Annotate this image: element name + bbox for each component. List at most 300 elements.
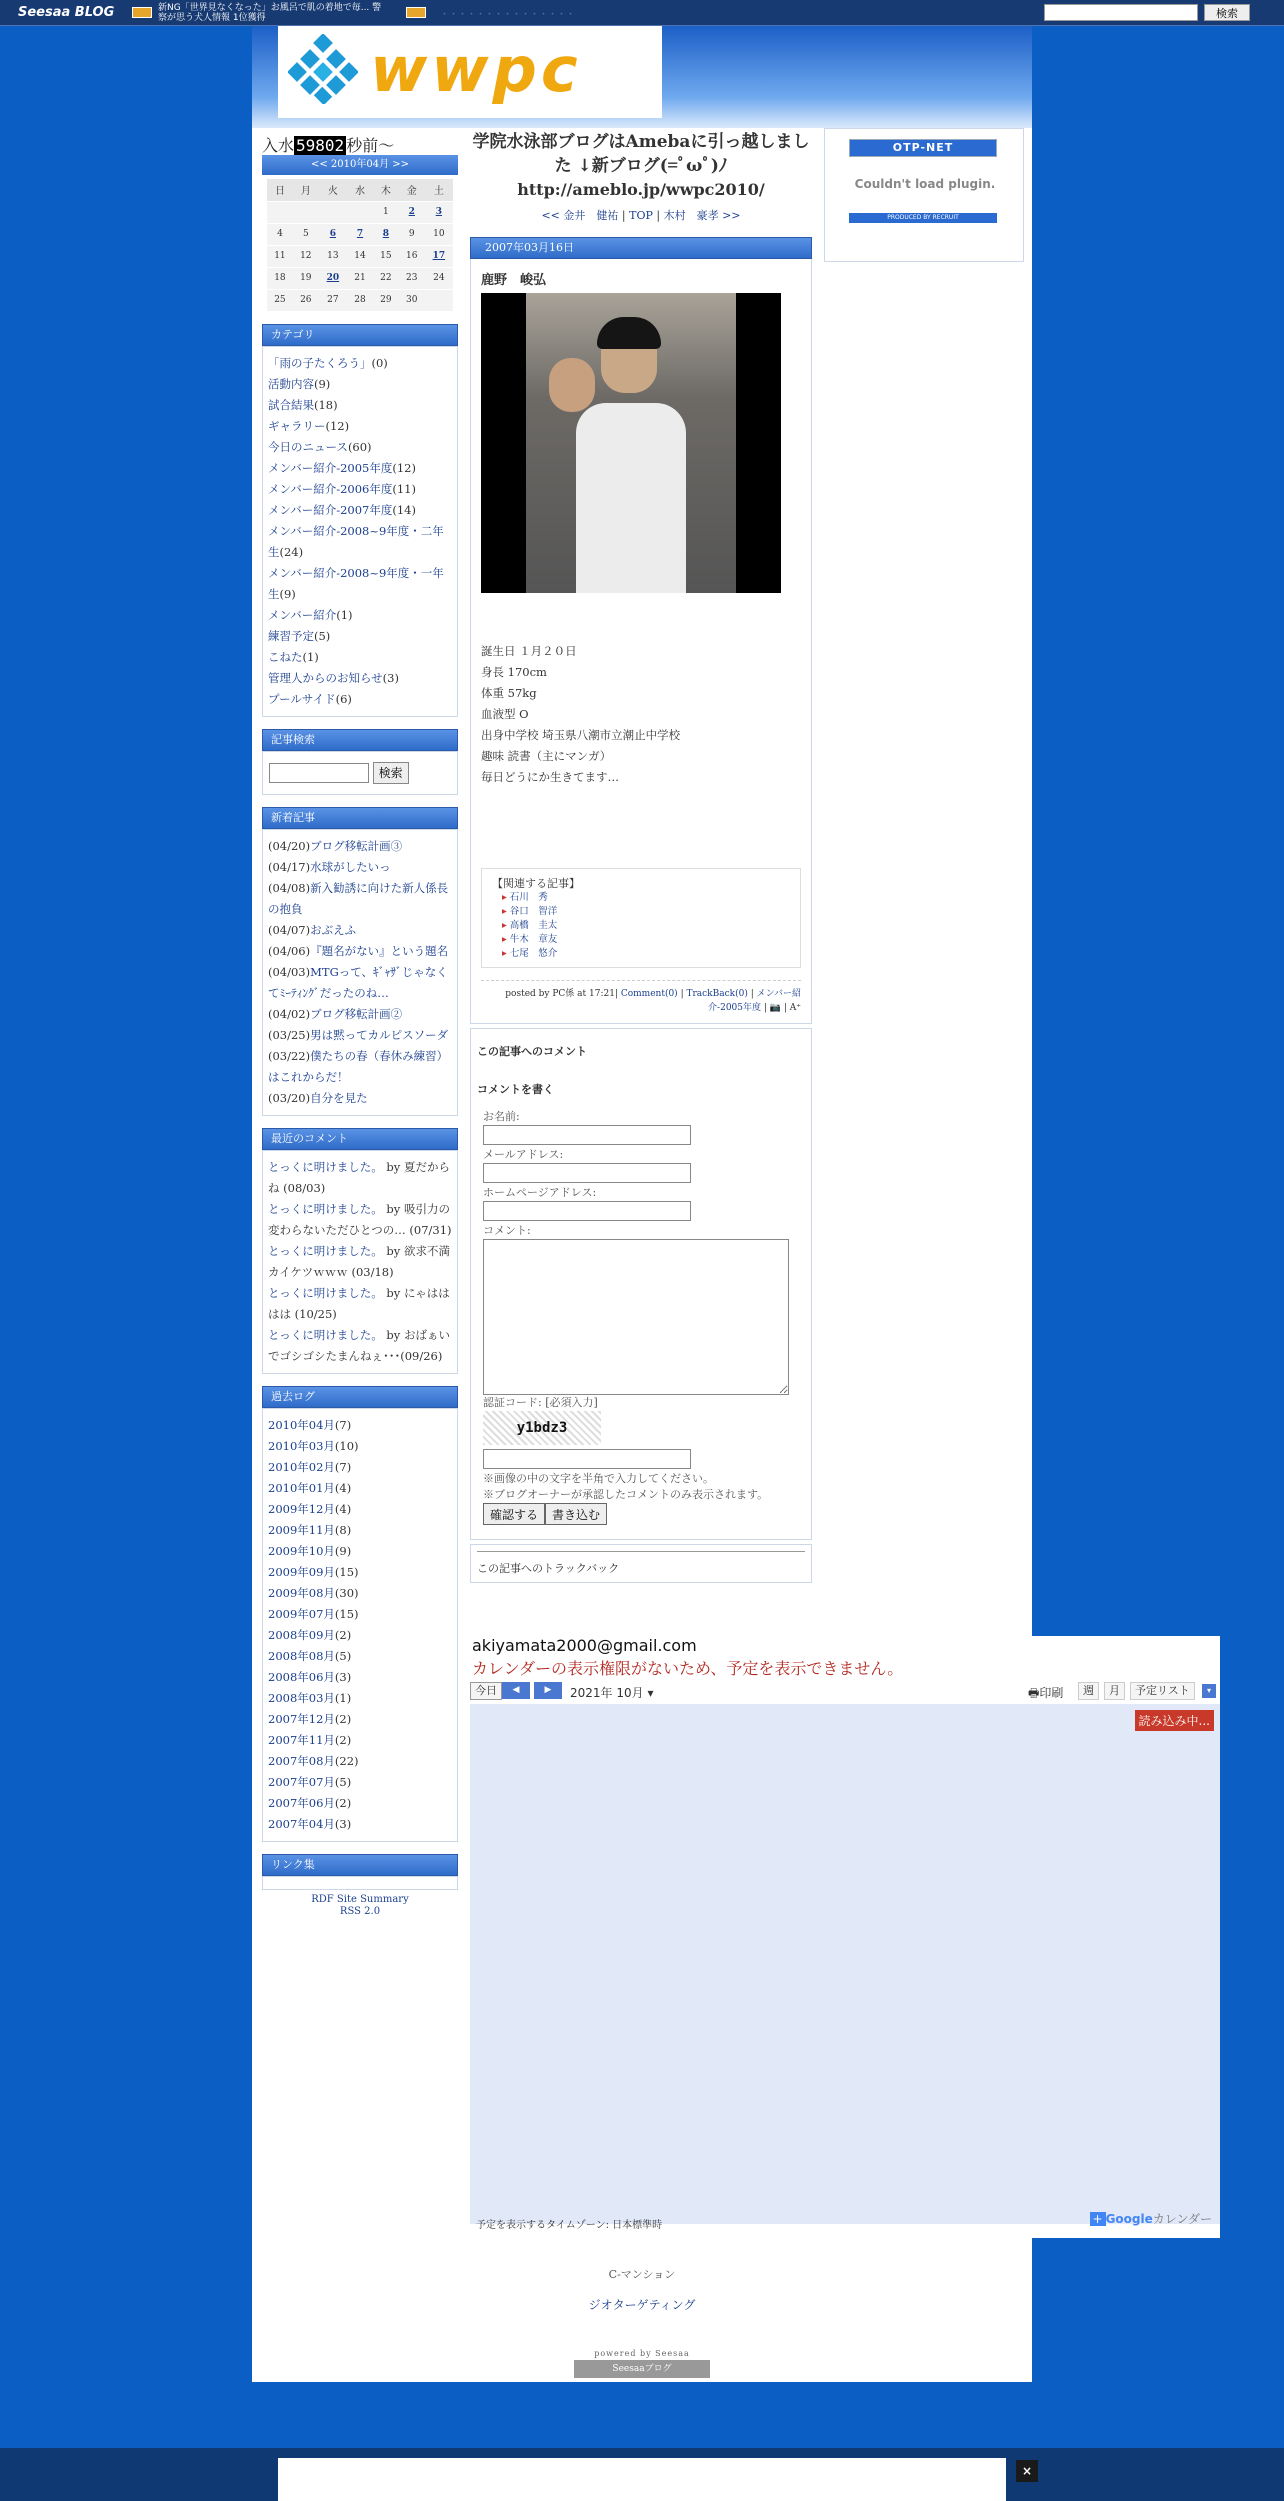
recent-post-date: (03/25) [268, 1027, 311, 1042]
prev-month-icon[interactable]: ◀ [502, 1682, 530, 1699]
recent-comment-author: by にゃはははは (10/25) [268, 1285, 450, 1321]
calendar-day: 25 [267, 289, 293, 311]
category-count: (1) [336, 607, 353, 622]
calendar-day: 11 [267, 245, 293, 267]
calendar-day: 18 [267, 267, 293, 289]
related-link[interactable]: 石川 秀 [509, 892, 548, 903]
recent-post-date: (04/06) [268, 943, 311, 958]
seesaa-toolbar [0, 0, 1284, 26]
recent-post-link[interactable]: 僕たちの春（春休み練習）はこれからだ！ [268, 1048, 449, 1084]
archive-link[interactable]: 2010年04月 [268, 1417, 335, 1432]
category-item [268, 500, 452, 521]
archive-count: (7) [334, 1459, 352, 1474]
calendar-day [319, 201, 347, 223]
posted-by: posted by PC係 at 17:21| [505, 989, 621, 999]
calendar-day [347, 201, 373, 223]
recent-post-link[interactable]: おぶえふ [310, 922, 357, 937]
category-count: (24) [279, 544, 304, 559]
category-count: (12) [392, 460, 416, 475]
category-link[interactable]: メンバー紹介-2008~9年度・二年生 [268, 523, 444, 559]
archive-link[interactable]: 2008年09月 [268, 1627, 335, 1642]
recent-comment-author: by 欲求不満カイケツｗｗｗ (03/18) [268, 1243, 450, 1279]
category-link[interactable]: メンバー紹介 [268, 607, 337, 622]
recent-post-item [268, 1088, 452, 1109]
profile-line: 出身中学校 埼玉県八潮市立潮止中学校 [481, 728, 681, 742]
archive-count: (30) [334, 1585, 359, 1600]
archive-count: (15) [334, 1564, 359, 1579]
recent-post-link[interactable]: ブログ移転計画③ [310, 838, 403, 853]
category-link[interactable]: 試合結果 [268, 397, 314, 412]
archive-link[interactable]: 2010年01月 [268, 1480, 335, 1495]
diamond-logo-icon [288, 34, 358, 104]
month-selector[interactable] [570, 1684, 653, 1701]
weekday-header: 水 [347, 179, 373, 201]
post-category-link[interactable]: メンバー紹介-2005年度 [708, 989, 801, 1013]
related-articles [481, 868, 801, 968]
category-count: (0) [371, 355, 388, 370]
captcha-image: y1bdz3 [483, 1411, 601, 1445]
page-footer [252, 2266, 1032, 2378]
submit-comment-button[interactable]: 書き込む [545, 1503, 607, 1525]
site-logo[interactable] [278, 26, 662, 118]
recent-comment-item [268, 1325, 452, 1367]
recent-comment-author: by おばぁいでゴシゴシたまんねぇ･･･(09/26) [268, 1327, 450, 1363]
name-field[interactable] [483, 1125, 691, 1145]
archive-link[interactable]: 2007年04月 [268, 1816, 335, 1831]
geotargeting-link[interactable]: ジオターゲティング [588, 2298, 696, 2312]
homepage-label: ホームページアドレス: [483, 1186, 597, 1199]
logo-wordmark: wwpc [370, 33, 582, 106]
calendar-wordmark: カレンダー [1152, 2212, 1212, 2226]
divider [477, 1551, 805, 1552]
plugin-header-text: OTP-NET [892, 141, 954, 154]
archive-item [268, 1772, 452, 1793]
calendar-nav[interactable]: << 2010年04月 >> [262, 155, 458, 175]
bottom-ad-bar [0, 2448, 1284, 2501]
recent-post-item [268, 941, 452, 962]
close-icon[interactable]: × [1016, 2460, 1038, 2482]
calendar-day [293, 201, 319, 223]
calendar-day: 21 [347, 267, 373, 289]
archive-item [268, 1604, 452, 1625]
calendar-day: 23 [399, 267, 425, 289]
category-count: (6) [335, 691, 352, 706]
recent-comment-author: by 夏だからね (08/03) [268, 1159, 450, 1195]
category-link[interactable]: 活動内容 [268, 376, 314, 391]
related-list [502, 891, 790, 961]
prev-post-link[interactable]: << 金井 健祐 [541, 209, 619, 222]
comment-count-link[interactable]: Comment(0) [620, 989, 678, 999]
category-item [268, 668, 452, 689]
archive-link[interactable]: 2008年03月 [268, 1690, 335, 1705]
calendar-owner-email: akiyamata2000@gmail.com [472, 1636, 697, 1655]
archive-item [268, 1688, 452, 1709]
recent-post-link[interactable]: MTGって、ｷﾞｬｻﾞじゃなくてﾐｰﾃｨﾝｸﾞだったのね… [268, 964, 448, 1000]
right-sidebar [824, 128, 1024, 262]
category-item [268, 563, 452, 605]
archive-count: (4) [334, 1501, 352, 1516]
related-link[interactable]: 谷口 智洋 [509, 906, 558, 917]
plugin-error: Couldn't load plugin. [854, 177, 996, 191]
related-item [502, 905, 790, 919]
post-navigation: << 金井 健祐 | TOP | 木村 豪孝 >> [541, 209, 741, 222]
archive-item [268, 1457, 452, 1478]
calendar-day [267, 201, 293, 223]
toolbar-search-input[interactable] [1044, 4, 1198, 21]
category-item [268, 395, 452, 416]
category-link[interactable]: 「雨の子たくろう」 [268, 355, 372, 370]
archive-count: (15) [334, 1606, 359, 1621]
archive-link[interactable]: 2008年06月 [268, 1669, 335, 1684]
archive-item [268, 1478, 452, 1499]
calendar-day: 14 [347, 245, 373, 267]
views-dropdown-icon[interactable]: ▾ [1202, 1684, 1216, 1698]
google-calendar-embed [470, 1636, 1220, 2238]
archive-link[interactable]: 2009年11月 [268, 1522, 335, 1537]
homepage-field[interactable] [483, 1201, 691, 1221]
calendar-day: 30 [399, 289, 425, 311]
archive-link[interactable]: 2007年06月 [268, 1795, 335, 1810]
archive-item [268, 1499, 452, 1520]
profile-text [481, 641, 801, 788]
google-wordmark: Google [1105, 2212, 1153, 2226]
category-link[interactable]: ギャラリー [268, 418, 326, 433]
category-count: (3) [382, 670, 399, 685]
name-label: お名前: [483, 1110, 520, 1123]
calendar-day: 1 [373, 201, 399, 223]
calendar-day-link[interactable]: 7 [347, 223, 373, 245]
archive-item [268, 1625, 452, 1646]
archive-link[interactable]: 2007年07月 [268, 1774, 335, 1789]
bottom-ad-slot[interactable] [278, 2458, 1006, 2501]
recent-comment-item [268, 1241, 452, 1283]
archive-item [268, 1667, 452, 1688]
article-search-heading: 記事検索 [262, 729, 458, 751]
rdf-link[interactable]: RDF Site Summary [311, 1893, 409, 1905]
category-link[interactable]: 今日のニュース [268, 439, 348, 454]
archive-item [268, 1709, 452, 1730]
category-count: (9) [314, 376, 331, 391]
archives-heading: 過去ログ [262, 1386, 458, 1408]
comments-heading: この記事へのコメント [477, 1045, 587, 1058]
archive-item [268, 1583, 452, 1604]
seesaa-blog-button[interactable]: Seesaaブログ [574, 2360, 710, 2378]
category-item [268, 374, 452, 395]
related-item [502, 933, 790, 947]
plugin-header[interactable] [849, 139, 997, 157]
calendar-day: 26 [293, 289, 319, 311]
email-field[interactable] [483, 1163, 691, 1183]
related-link[interactable]: 高橋 圭太 [509, 920, 558, 931]
archive-link[interactable]: 2009年08月 [268, 1585, 335, 1600]
category-item [268, 647, 452, 668]
category-link[interactable]: 管理人からのお知らせ [268, 670, 383, 685]
write-comment-heading: コメントを書く [477, 1083, 554, 1096]
recent-post-date: (04/17) [268, 859, 311, 874]
archive-link[interactable]: 2007年12月 [268, 1711, 335, 1726]
countdown-digits: 59802 [296, 136, 345, 155]
blog-header [252, 26, 1032, 128]
calendar-day: 28 [347, 289, 373, 311]
recent-post-date: (04/07) [268, 922, 311, 937]
recent-post-link[interactable]: 『題名がない』という題名 [310, 943, 449, 958]
next-month-icon[interactable]: ▶ [534, 1682, 562, 1699]
archive-link[interactable]: 2009年10月 [268, 1543, 335, 1558]
category-count: (11) [392, 481, 416, 496]
calendar-day-link[interactable]: 2 [399, 201, 425, 223]
profile-line: 誕生日 １月２０日 [481, 644, 577, 658]
archive-count: (9) [334, 1543, 352, 1558]
category-count: (12) [325, 418, 350, 433]
archive-link[interactable]: 2008年08月 [268, 1648, 335, 1663]
pr-badge [132, 7, 152, 18]
recent-comment-item [268, 1199, 452, 1241]
archive-link[interactable]: 2010年02月 [268, 1459, 335, 1474]
comment-form [477, 1109, 805, 1525]
camera-icon[interactable]: 📷 [769, 1003, 781, 1013]
recent-post-date: (03/20) [268, 1090, 311, 1105]
recent-post-item [268, 1046, 452, 1088]
calendar-day: 10 [425, 223, 453, 245]
post-footer: posted by PC係 at 17:21| Comment(0) | TrackBack(0) | メンバー紹介-2005年度 | 📷 | A⁺ [481, 980, 801, 1015]
font-size-icon[interactable]: A⁺ [789, 1003, 801, 1013]
recent-comment-link[interactable]: とっくに明けました。 [268, 1327, 383, 1342]
loading-indicator: 読み込み中... [1135, 1710, 1214, 1731]
recent-post-link[interactable]: 新入勧誘に向けた新人係長の抱負 [268, 880, 449, 916]
blog-post [470, 259, 812, 1024]
month-view-tab[interactable]: 月 [1104, 1682, 1125, 1700]
category-link[interactable]: メンバー紹介-2006年度 [268, 481, 393, 496]
article-search-input[interactable] [269, 763, 369, 783]
related-link[interactable]: 七尾 悠介 [509, 948, 558, 959]
toolbar-news-link-2[interactable]: ・・・・・・・・・・・・・・・ [440, 10, 576, 20]
recent-post-item [268, 1025, 452, 1046]
recent-post-item [268, 1004, 452, 1025]
profile-line: 毎日どうにか生きてます… [481, 770, 619, 784]
archive-link[interactable]: 2009年09月 [268, 1564, 335, 1579]
category-item [268, 458, 452, 479]
recent-comments-list [262, 1150, 458, 1374]
archive-count: (5) [334, 1774, 352, 1789]
plugin-footer: PRODUCED BY RECRUIT [849, 213, 997, 223]
calendar-day: 12 [293, 245, 319, 267]
archive-item [268, 1814, 452, 1835]
recent-post-date: (04/20) [268, 838, 311, 853]
archive-count: (2) [334, 1732, 352, 1747]
links-box [262, 1876, 458, 1890]
calendar-day: 29 [373, 289, 399, 311]
archive-count: (8) [334, 1522, 352, 1537]
calendar-day: 16 [399, 245, 425, 267]
archive-item [268, 1751, 452, 1772]
archive-item [268, 1415, 452, 1436]
post-date: 2007年03月16日 [470, 237, 812, 259]
archive-count: (7) [334, 1417, 352, 1432]
calendar-day-link[interactable]: 3 [425, 201, 453, 223]
archive-link[interactable]: 2007年11月 [268, 1732, 335, 1747]
archive-count: (2) [334, 1711, 352, 1726]
category-item [268, 353, 452, 374]
captcha-note: ※画像の中の文字を半角で入力してください。 [483, 1472, 714, 1485]
profile-line: 趣味 読書（主にマンガ） [481, 749, 612, 763]
approval-note: ※ブログオーナーが承認したコメントのみ表示されます。 [483, 1488, 769, 1501]
rss-link[interactable]: RSS 2.0 [339, 1905, 381, 1917]
captcha-field[interactable] [483, 1449, 691, 1469]
top-link[interactable]: TOP [629, 209, 653, 222]
photo-person-back [549, 358, 595, 412]
feed-links [262, 1894, 458, 1918]
print-label: 印刷 [1039, 1686, 1064, 1700]
recent-post-item [268, 962, 452, 1004]
recent-post-date: (03/22) [268, 1048, 311, 1063]
blog-url[interactable]: http://ameblo.jp/wwpc2010/ [517, 180, 765, 199]
calendar-day: 9 [399, 223, 425, 245]
category-link[interactable]: こねた [268, 649, 303, 664]
recent-post-link[interactable]: 男は黙ってカルピスソーダ [310, 1027, 449, 1042]
countdown-prefix: 入水 [262, 136, 295, 155]
profile-line: 血液型 O [481, 707, 529, 721]
confirm-button[interactable]: 確認する [483, 1503, 545, 1525]
archive-count: (4) [334, 1480, 352, 1495]
archive-count: (2) [334, 1795, 352, 1810]
category-item [268, 521, 452, 563]
archive-item [268, 1562, 452, 1583]
recent-post-date: (04/08) [268, 880, 311, 895]
toolbar-news-link[interactable]: 新NG「世界見なくなった」お風呂で肌の着地で毎... 警察が思う犬人情報 1位獲得 [158, 3, 382, 23]
category-item [268, 626, 452, 647]
weekday-header: 日 [267, 179, 293, 201]
calendar-day: 19 [293, 267, 319, 289]
toolbar-search-button[interactable]: 検索 [1204, 4, 1250, 21]
archive-count: (5) [334, 1648, 352, 1663]
archive-link[interactable]: 2007年08月 [268, 1753, 335, 1768]
calendar-day-link[interactable]: 8 [373, 223, 399, 245]
recent-post-link[interactable]: ブログ移転計画② [310, 1006, 403, 1021]
timezone-note: 予定を表示するタイムゾーン: 日本標準時 [476, 2220, 663, 2231]
recent-post-link[interactable]: 自分を見た [310, 1090, 368, 1105]
trackback-section [470, 1544, 812, 1583]
countdown [262, 133, 458, 155]
related-item [502, 919, 790, 933]
calendar-day: 5 [293, 223, 319, 245]
printer-icon: 🖶 [1028, 1686, 1040, 1700]
cmansion-image-link[interactable]: C-マンション [608, 2268, 676, 2281]
article-search-button[interactable]: 検索 [373, 762, 409, 784]
calendar-day: 15 [373, 245, 399, 267]
archive-count: (10) [334, 1438, 359, 1453]
seesaa-blog-logo[interactable]: Seesaa BLOG [18, 5, 115, 20]
photo-shirt [576, 403, 686, 593]
recent-post-date: (04/03) [268, 964, 311, 979]
recent-post-item [268, 920, 452, 941]
archive-link[interactable]: 2010年03月 [268, 1438, 335, 1453]
calendar-day-link[interactable]: 20 [319, 267, 347, 289]
calendar-day-link[interactable]: 17 [425, 245, 453, 267]
related-heading: 【関連する記事】 [492, 877, 580, 890]
archive-link[interactable]: 2009年07月 [268, 1606, 335, 1621]
calendar-day: 13 [319, 245, 347, 267]
category-item [268, 479, 452, 500]
category-link[interactable]: メンバー紹介-2005年度 [268, 460, 393, 475]
calendar-day: 22 [373, 267, 399, 289]
print-button[interactable] [1028, 1684, 1063, 1705]
archive-item [268, 1646, 452, 1667]
trackback-heading: この記事へのトラックバック [477, 1562, 620, 1575]
email-label: メールアドレス: [483, 1148, 564, 1161]
recent-post-item [268, 878, 452, 920]
recent-posts-heading: 新着記事 [262, 807, 458, 829]
agenda-view-tab[interactable]: 予定リスト [1130, 1682, 1195, 1700]
archives-list [262, 1408, 458, 1842]
calendar-permission-error: カレンダーの表示権限がないため、予定を表示できません。 [472, 1659, 904, 1678]
archive-count: (22) [334, 1753, 359, 1768]
archive-item [268, 1436, 452, 1457]
weekday-header: 火 [319, 179, 347, 201]
recent-comment-link[interactable]: とっくに明けました。 [268, 1285, 383, 1300]
recent-comments-heading: 最近のコメント [262, 1128, 458, 1150]
recent-posts-list [262, 829, 458, 1116]
category-item [268, 605, 452, 626]
category-item [268, 416, 452, 437]
category-count: (14) [392, 502, 416, 517]
calendar-table [267, 179, 453, 312]
google-calendar-logo[interactable] [1090, 2210, 1212, 2227]
category-link[interactable]: 練習予定 [268, 628, 314, 643]
comment-textarea[interactable] [483, 1239, 789, 1395]
categories-list [262, 346, 458, 717]
plus-icon: + [1090, 2212, 1106, 2226]
category-count: (5) [314, 628, 331, 643]
calendar-day-link[interactable]: 6 [319, 223, 347, 245]
recent-post-item [268, 857, 452, 878]
captcha-label: 認証コード: [必須入力] [483, 1396, 598, 1409]
recent-comment-link[interactable]: とっくに明けました。 [268, 1243, 383, 1258]
category-item [268, 437, 452, 458]
recent-comment-link[interactable]: とっくに明けました。 [268, 1201, 383, 1216]
category-link[interactable]: プールサイド [268, 691, 336, 706]
categories-heading: カテゴリ [262, 324, 458, 346]
archive-item [268, 1793, 452, 1814]
category-count: (9) [279, 586, 296, 601]
recent-post-link[interactable]: 水球がしたいっ [310, 859, 391, 874]
month-label: 2021年 10月 [570, 1686, 644, 1700]
archive-count: (1) [334, 1690, 352, 1705]
category-count: (60) [347, 439, 372, 454]
recent-comment-item [268, 1283, 452, 1325]
weekday-header: 月 [293, 179, 319, 201]
archive-count: (3) [334, 1669, 352, 1684]
archive-item [268, 1520, 452, 1541]
related-link[interactable]: 牛木 章友 [509, 934, 558, 945]
today-button[interactable]: 今日 [470, 1682, 502, 1700]
calendar-day [425, 289, 453, 311]
category-count: (18) [314, 397, 338, 412]
recent-comment-author: by 吸引力の変わらないただひとつの… (07/31) [268, 1201, 452, 1237]
main-content [470, 128, 812, 1583]
next-post-link[interactable]: 木村 豪孝 >> [663, 209, 741, 222]
trackback-count-link[interactable]: TrackBack(0) [686, 989, 748, 999]
recent-comment-link[interactable]: とっくに明けました。 [268, 1159, 383, 1174]
week-view-tab[interactable]: 週 [1078, 1682, 1099, 1700]
calendar-grid [470, 1704, 1220, 2224]
category-link[interactable]: メンバー紹介-2007年度 [268, 502, 393, 517]
links-heading: リンク集 [262, 1854, 458, 1876]
archive-link[interactable]: 2009年12月 [268, 1501, 335, 1516]
blog-title: 学院水泳部ブログはAmebaに引っ越しました ↓新ブログ(=ﾟωﾟ)ﾉ [472, 132, 810, 176]
left-sidebar [262, 133, 458, 1918]
related-item [502, 891, 790, 905]
category-link[interactable]: メンバー紹介-2008~9年度・一年生 [268, 565, 444, 601]
